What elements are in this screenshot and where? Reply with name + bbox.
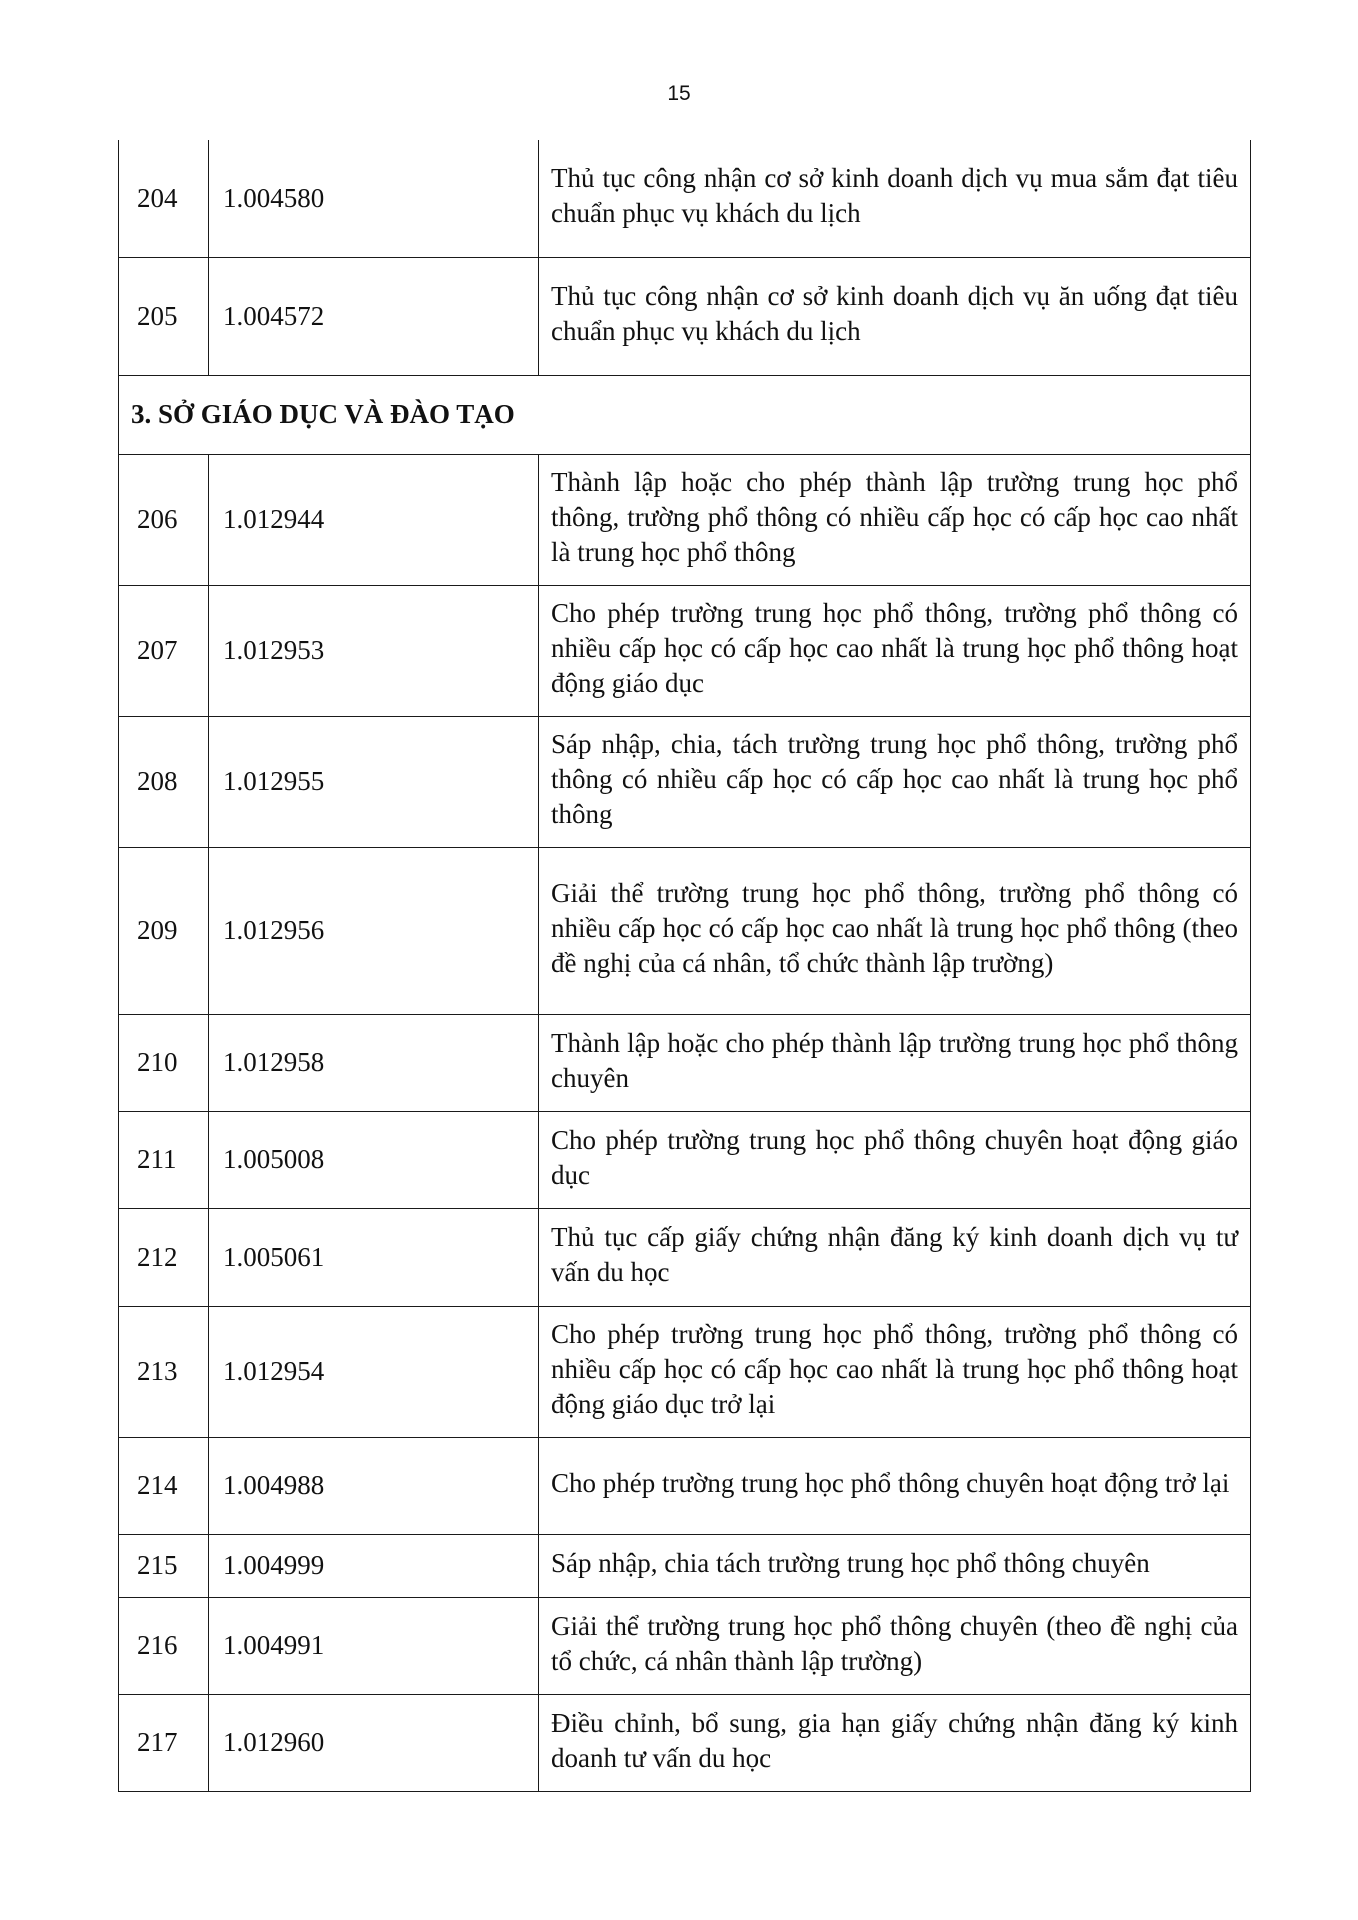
procedure-name: Cho phép trường trung học phổ thông chuyên hoạt động giáo dục [539,1111,1251,1208]
procedure-name: Thủ tục cấp giấy chứng nhận đăng ký kinh doanh dịch vụ tư vấn du học [539,1208,1251,1306]
table-row [119,1014,1251,1111]
procedure-name: Thành lập hoặc cho phép thành lập trường trung học phổ thông, trường phổ thông có nhiều cấp học có cấp học cao nhất là trung học phổ thông [539,454,1251,585]
procedure-code: 1.012958 [209,1014,539,1111]
page-number: 15 [667,82,691,105]
procedure-code: 1.004999 [209,1534,539,1597]
procedure-code: 1.004580 [209,140,539,257]
section-row [119,375,1251,454]
procedure-name: Thủ tục công nhận cơ sở kinh doanh dịch vụ mua sắm đạt tiêu chuẩn phục vụ khách du lịch [539,140,1251,257]
row-number: 212 [119,1208,209,1306]
procedure-code: 1.012955 [209,716,539,847]
row-number: 214 [119,1437,209,1534]
table-row [119,1534,1251,1597]
row-number: 210 [119,1014,209,1111]
table-row [119,1306,1251,1437]
table-row [119,1208,1251,1306]
row-number: 205 [119,257,209,375]
row-number: 211 [119,1111,209,1208]
row-number: 209 [119,847,209,1014]
procedure-name: Cho phép trường trung học phổ thông, trường phổ thông có nhiều cấp học có cấp học cao nhất là trung học phổ thông hoạt động giáo dục trở lại [539,1306,1251,1437]
table-row [119,454,1251,585]
procedure-code: 1.012960 [209,1694,539,1791]
table-row [119,1111,1251,1208]
table-row [119,847,1251,1014]
procedure-code: 1.012944 [209,454,539,585]
procedure-code: 1.012954 [209,1306,539,1437]
table-row [119,1694,1251,1791]
procedure-name: Thủ tục công nhận cơ sở kinh doanh dịch vụ ăn uống đạt tiêu chuẩn phục vụ khách du lịch [539,257,1251,375]
procedure-name: Điều chỉnh, bổ sung, gia hạn giấy chứng nhận đăng ký kinh doanh tư vấn du học [539,1694,1251,1791]
table-row [119,1597,1251,1694]
procedure-code: 1.005008 [209,1111,539,1208]
procedure-name: Giải thể trường trung học phổ thông, trường phổ thông có nhiều cấp học có cấp học cao nhất là trung học phổ thông (theo đề nghị của cá nhân, tổ chức thành lập trường) [539,847,1251,1014]
procedure-name: Thành lập hoặc cho phép thành lập trường trung học phổ thông chuyên [539,1014,1251,1111]
procedure-name: Cho phép trường trung học phổ thông, trường phổ thông có nhiều cấp học có cấp học cao nhất là trung học phổ thông hoạt động giáo dục [539,585,1251,716]
procedure-name: Cho phép trường trung học phổ thông chuyên hoạt động trở lại [539,1437,1251,1534]
row-number: 215 [119,1534,209,1597]
row-number: 206 [119,454,209,585]
procedures-table [118,140,1251,1792]
procedure-code: 1.004572 [209,257,539,375]
row-number: 213 [119,1306,209,1437]
section-title: 3. SỞ GIÁO DỤC VÀ ĐÀO TẠO [119,375,1251,454]
table-row [119,716,1251,847]
procedure-name: Giải thể trường trung học phổ thông chuyên (theo đề nghị của tổ chức, cá nhân thành lập trường) [539,1597,1251,1694]
procedure-code: 1.004991 [209,1597,539,1694]
table-row [119,257,1251,375]
row-number: 216 [119,1597,209,1694]
table-row [119,1437,1251,1534]
row-number: 207 [119,585,209,716]
procedure-name: Sáp nhập, chia tách trường trung học phổ thông chuyên [539,1534,1251,1597]
procedure-code: 1.012953 [209,585,539,716]
table-row [119,585,1251,716]
row-number: 208 [119,716,209,847]
procedure-code: 1.012956 [209,847,539,1014]
procedure-name: Sáp nhập, chia, tách trường trung học phổ thông, trường phổ thông có nhiều cấp học có cấp học cao nhất là trung học phổ thông [539,716,1251,847]
table-row [119,140,1251,257]
row-number: 204 [119,140,209,257]
row-number: 217 [119,1694,209,1791]
procedure-code: 1.005061 [209,1208,539,1306]
procedure-code: 1.004988 [209,1437,539,1534]
